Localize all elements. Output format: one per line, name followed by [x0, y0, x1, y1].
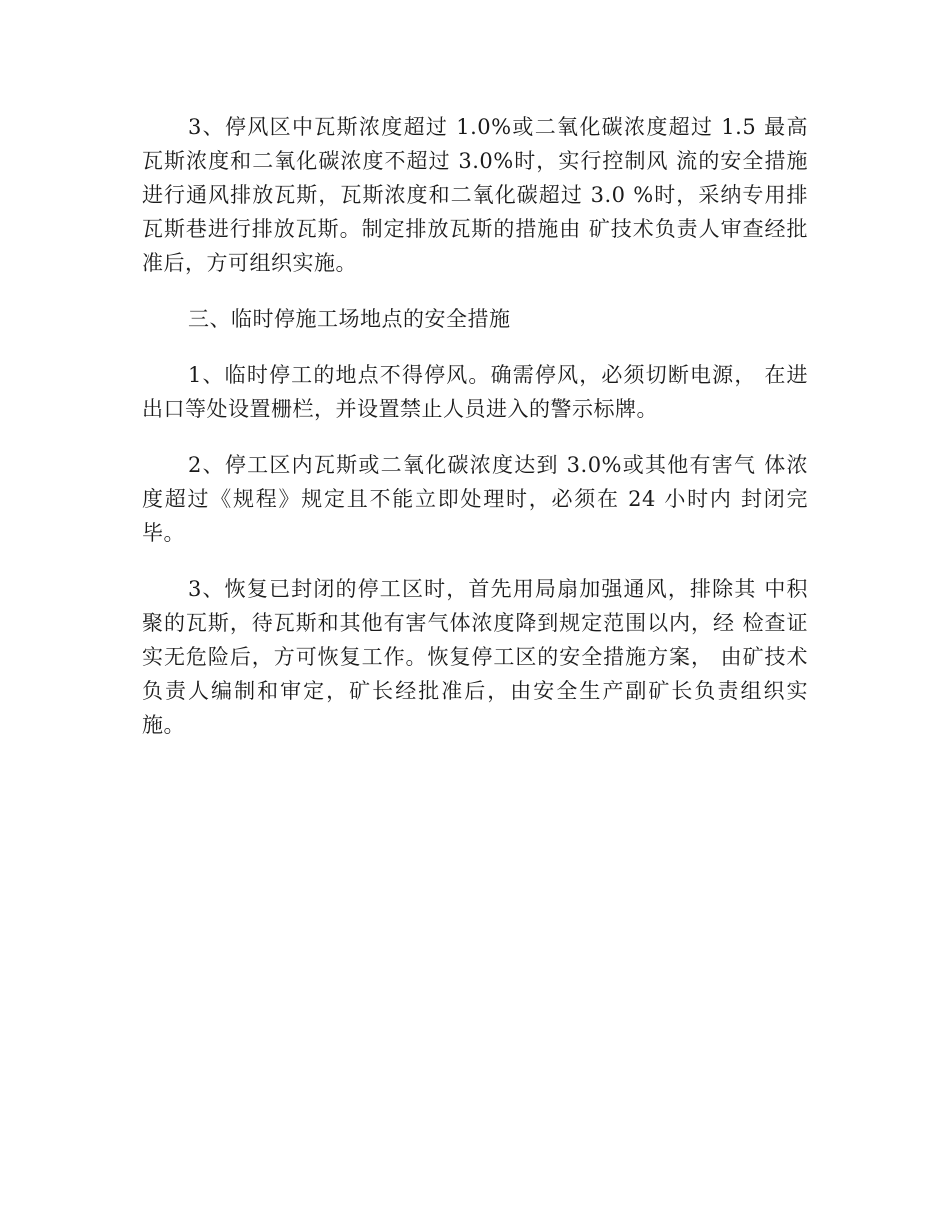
document-body: [142, 110, 808, 764]
section-heading-temporary-stop: 三、临时停施工场地点的安全措施: [188, 307, 511, 331]
paragraph-gas-discharge: 3、停风区中瓦斯浓度超过 1.0%或二氧化碳浓度超过 1.5 最高瓦斯浓度和二氧化碳浓度不超过 3.0%时，实行控制风 流的安全措施进行通风排放瓦斯，瓦斯浓度和二氧化碳超过 3.0 %时，采纳专用排瓦斯巷进行排放瓦斯。制定排放瓦斯的措施由 矿技术负责人审查经批准后，方可组织实施。: [142, 115, 808, 275]
paragraph-sealing-deadline: 2、停工区内瓦斯或二氧化碳浓度达到 3.0%或其他有害气 体浓度超过《规程》规定且不能立即处理时，必须在 24 小时内 封闭完毕。: [142, 453, 808, 545]
paragraph-restore-work-area: 3、恢复已封闭的停工区时，首先用局扇加强通风，排除其 中积聚的瓦斯，待瓦斯和其他有害气体浓度降到规定范围以内，经 检查证实无危险后，方可恢复工作。恢复停工区的安全措施方案， 由矿技术负责人编制和审定，矿长经批准后，由安全生产副矿长负责组织实施。: [142, 577, 808, 737]
paragraph-no-ventilation-stop: 1、临时停工的地点不得停风。确需停风，必须切断电源， 在进出口等处设置栅栏，并设置禁止人员进入的警示标牌。: [142, 363, 808, 421]
